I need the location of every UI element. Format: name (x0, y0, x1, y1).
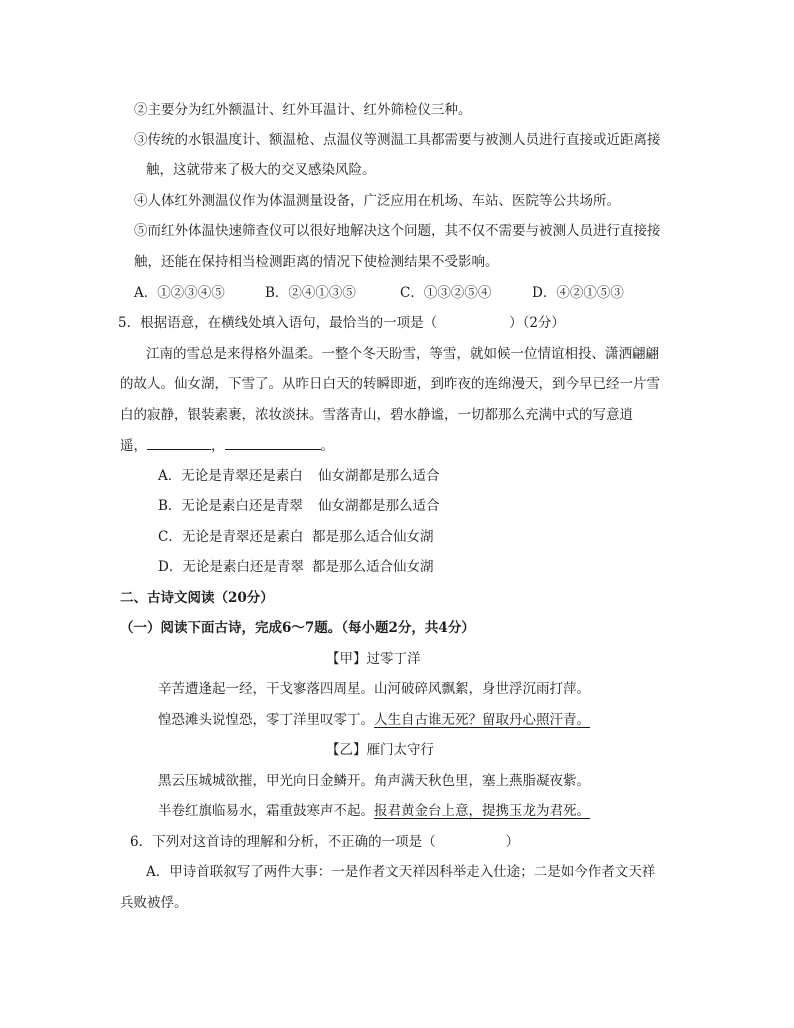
q6-stem-text: 6．下列对这首诗的理解和分析，不正确的一项是（ (130, 834, 436, 850)
q5-option-c[interactable] (158, 528, 434, 546)
q5-passage-line4-start: 遥， (120, 438, 147, 454)
q4-options (134, 284, 624, 302)
q6-option-a-line2: 兵败被俘。 (120, 895, 188, 911)
q5-passage-line4-end: 。 (320, 438, 334, 454)
q4-item-5-line1: ⑤而红外体温快速筛查仪可以很好地解决这个问题，其不仅不需要与被测人员进行直接接 (134, 223, 661, 239)
poem-1-line2 (158, 711, 590, 729)
poem-1-line2-underlined: 人生自古谁无死？留取丹心照汗青。 (374, 712, 590, 728)
q4-item-2: ②主要分为红外额温计、红外耳温计、红外筛检仪三种。 (134, 102, 472, 118)
q6-stem (130, 833, 519, 851)
q5-passage-line4-mid: ， (211, 438, 225, 454)
q5-option-d[interactable] (158, 558, 434, 576)
q4-item-4: ④人体红外测温仪作为体温测量设备，广泛应用在机场、车站、医院等公共场所。 (134, 193, 620, 209)
section-2-heading: 二、古诗文阅读（20分） (120, 590, 274, 606)
q5-option-b-part2: 仙女湖都是那么适合 (318, 498, 440, 514)
q5-option-b[interactable] (158, 497, 440, 515)
q5-option-c-part1: C．无论是青翠还是素白 (158, 529, 304, 545)
q4-item-3-line1: ③传统的水银温度计、额温枪、点温仪等测温工具都需要与被测人员进行直接或近距离接 (134, 132, 661, 148)
q5-option-a-part2: 仙女湖都是那么适合 (318, 468, 440, 484)
q4-item-5-line2: 触，还能在保持相当检测距离的情况下使检测结果不受影响。 (134, 254, 499, 270)
poem-2-line2-a: 半卷红旗临易水，霜重鼓寒声不起。 (158, 803, 374, 819)
q5-stem-text: 5．根据语意，在横线处填入语句，最恰当的一项是（ (118, 315, 438, 331)
q5-option-a-part1: A．无论是青翠还是素白 (158, 468, 303, 484)
q4-option-d[interactable]: D．④②①⑤③ (532, 285, 624, 301)
q5-option-d-part2: 都是那么适合仙女湖 (312, 559, 434, 575)
q5-passage-line3: 白的寂静，银装素裹，浓妆淡抹。雪落青山，碧水静谧，一切都那么充满中式的写意逍 (120, 407, 633, 423)
q5-stem (118, 314, 565, 332)
q6-option-a-line1[interactable]: A．甲诗首联叙写了两件大事：一是作者文天祥因科举走入仕途；二是如今作者文天祥 (146, 864, 656, 880)
poem-1-line2-a: 惶恐滩头说惶恐，零丁洋里叹零丁。 (158, 712, 374, 728)
q4-option-c[interactable]: C．①③②⑤④ (400, 285, 492, 301)
q5-stem-points: ）（2分） (509, 315, 565, 331)
q5-fill-blank-1[interactable] (147, 436, 211, 450)
q4-item-3-line2: 触，这就带来了极大的交叉感染风险。 (146, 162, 376, 178)
q5-fill-blank-2[interactable] (225, 436, 321, 450)
poem-2-line2 (158, 802, 590, 820)
q5-passage-line1: 江南的雪总是来得格外温柔。一整个冬天盼雪，等雪，就如候一位情谊相投、潇洒翩翩 (146, 346, 659, 362)
q5-passage-line2: 的故人。仙女湖，下雪了。从昨日白天的转瞬即逝，到昨夜的连绵漫天，到今早已经一片雪 (120, 376, 660, 392)
poem-1-title: 【甲】过零丁洋 (326, 651, 421, 667)
q5-option-c-part2: 都是那么适合仙女湖 (312, 529, 434, 545)
q5-option-d-part1: D．无论是素白还是青翠 (158, 559, 304, 575)
q4-option-b[interactable]: B．②④①③⑤ (265, 285, 356, 301)
poem-1-line1: 辛苦遭逢起一经，干戈寥落四周星。山河破碎风飘絮，身世浮沉雨打萍。 (158, 681, 590, 697)
poem-2-line1: 黑云压城城欲摧，甲光向日金鳞开。角声满天秋色里，塞上燕脂凝夜紫。 (158, 773, 590, 789)
q5-option-b-part1: B．无论是素白还是青翠 (158, 498, 303, 514)
q6-stem-end: ） (505, 834, 520, 850)
poem-2-line2-underlined: 报君黄金台上意，提携玉龙为君死。 (374, 803, 590, 819)
q4-option-a[interactable]: A．①②③④⑤ (134, 285, 225, 301)
q5-option-a[interactable] (158, 467, 440, 485)
poem-2-title: 【乙】雁门太守行 (326, 742, 434, 758)
section-2-subheading: （一）阅读下面古诗，完成6～7题。（每小题2分，共4分） (120, 620, 475, 636)
q5-passage-line4 (120, 436, 334, 455)
